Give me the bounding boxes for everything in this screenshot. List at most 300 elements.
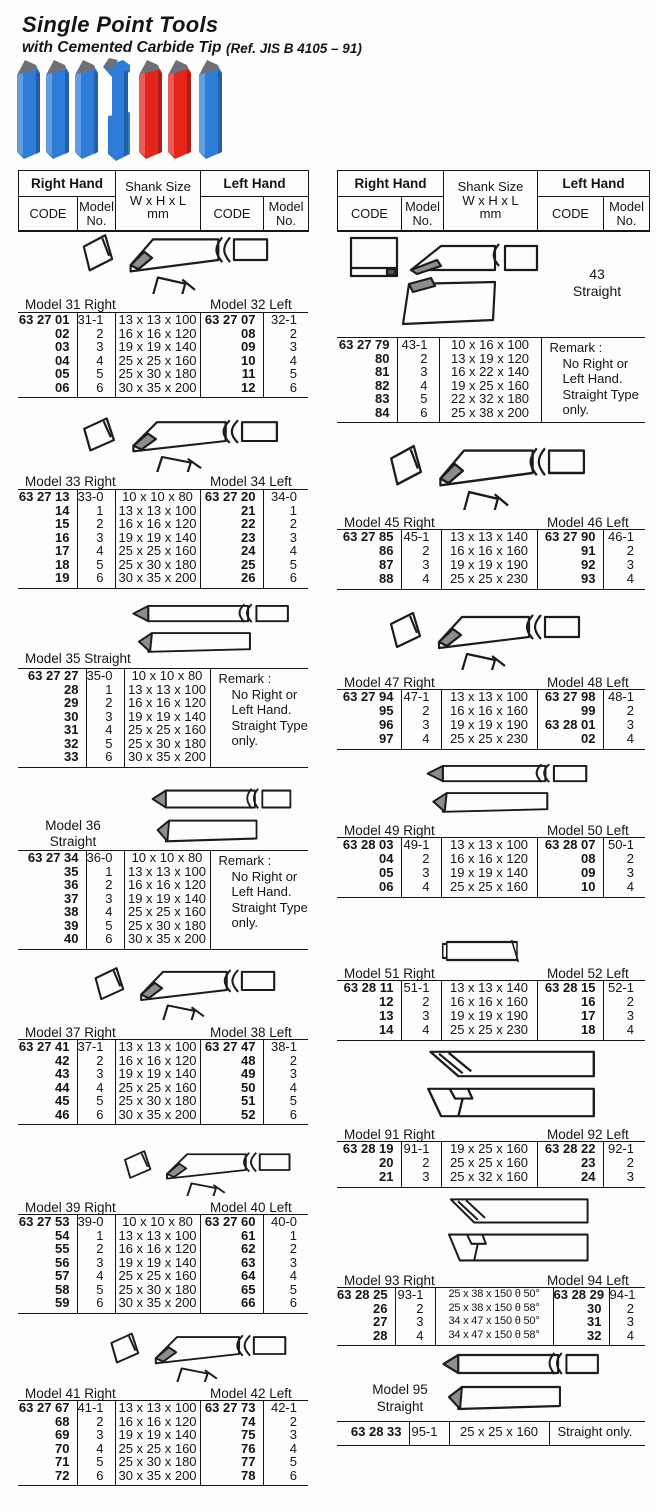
- table-row: [18, 1415, 308, 1429]
- model-cell: 4: [77, 544, 115, 558]
- table-row: [337, 530, 645, 545]
- shank-cell: 19 x 19 x 140: [124, 710, 210, 724]
- model-cell: 5: [77, 1283, 115, 1297]
- shank-cell: 13 x 13 x 140: [441, 530, 537, 545]
- code-cell: 29: [64, 695, 79, 711]
- spec-table-m49: [337, 837, 645, 898]
- model-cell: 2: [603, 1156, 645, 1170]
- model-cell: 3: [603, 1009, 645, 1023]
- table-row: [18, 381, 308, 398]
- model-cell: 3: [401, 866, 441, 880]
- model-cell: 4: [86, 905, 124, 919]
- header-code: CODE: [201, 197, 264, 232]
- header-model-no: Model No.: [604, 197, 650, 232]
- spec-header-left: [18, 170, 309, 232]
- model-cell: 1: [77, 504, 115, 518]
- model-cell: 5: [263, 1455, 308, 1469]
- header-code: CODE: [338, 197, 402, 232]
- code-cell: 13: [379, 1008, 394, 1024]
- table-row: [18, 327, 308, 341]
- table-row: [18, 1242, 308, 1256]
- remark-line: Remark :: [218, 853, 272, 868]
- code-cell: 35: [64, 863, 79, 879]
- spec-table-m33: [18, 489, 308, 589]
- spec-table-m35: [18, 668, 308, 768]
- code-cell: 19: [55, 570, 70, 586]
- table-row: [337, 866, 645, 880]
- model-cell: 5: [86, 737, 124, 751]
- model-cell: 2: [263, 327, 308, 341]
- table-row: [337, 1302, 645, 1316]
- model-cell: 3: [263, 340, 308, 354]
- table-row: [18, 1108, 308, 1125]
- table-row: [18, 1428, 308, 1442]
- shank-cell: 16 x 22 x 140: [439, 365, 541, 379]
- shank-cell: 13 x 19 x 120: [439, 352, 541, 366]
- tool-bit: [46, 60, 69, 159]
- model-cell: 2: [395, 1302, 435, 1316]
- table-row: [18, 544, 308, 558]
- table-row: [18, 571, 308, 588]
- code-cell: 25: [200, 558, 263, 572]
- shank-cell: 25 x 25 x 160: [124, 723, 210, 737]
- header-model-no: Model No.: [402, 197, 444, 232]
- shank-cell: 13 x 13 x 100: [441, 838, 537, 853]
- model-cell: 49-1: [401, 838, 441, 853]
- remark-line: Remark :: [549, 340, 603, 355]
- model-cell: 2: [263, 517, 308, 531]
- model-cell: 4: [77, 1081, 115, 1095]
- table-row: [18, 669, 308, 683]
- model-cell: 3: [77, 1067, 115, 1081]
- spec-table-m93: [337, 1287, 645, 1346]
- shank-cell: 19 x 19 x 190: [441, 1009, 537, 1023]
- model-label-right: Model 51 Right: [344, 966, 435, 981]
- tool-drawing-m43: [345, 226, 545, 330]
- page-subtitle: with Cemented Carbide Tip: [22, 39, 222, 56]
- shank-cell: 25 x 30 x 180: [115, 1455, 200, 1469]
- code-cell: 81: [375, 364, 390, 380]
- shank-cell: 25 x 25 x 230: [441, 1023, 537, 1041]
- model-cell: 6: [77, 1296, 115, 1313]
- model-cell: 51-1: [401, 981, 441, 996]
- model-cell: 6: [263, 1469, 308, 1486]
- table-row: [337, 981, 645, 996]
- model-cell: 42-1: [263, 1401, 308, 1415]
- code-cell: 63 27 41: [18, 1039, 70, 1055]
- remark-line: Left Hand.: [231, 884, 292, 899]
- shank-cell: 25 x 25 x 160: [124, 905, 210, 919]
- table-row: [18, 367, 308, 381]
- shank-cell: 25 x 25 x 230: [441, 572, 537, 590]
- shank-cell: 30 x 35 x 200: [124, 750, 210, 767]
- reference-standard: (Ref. JIS B 4105 – 91): [226, 41, 362, 56]
- tool-drawing-m33: [76, 410, 281, 472]
- table-row: [337, 338, 645, 352]
- model-cell: 3: [77, 340, 115, 354]
- shank-cell: 25 x 25 x 160: [115, 354, 200, 368]
- model-cell: 1: [263, 1229, 308, 1243]
- model-cell: 4: [263, 544, 308, 558]
- model-label-left: Model 50 Left: [547, 823, 629, 838]
- code-cell: 10: [200, 354, 263, 368]
- model-cell: 6: [263, 1296, 308, 1313]
- shank-cell: 19 x 19 x 140: [115, 1067, 200, 1081]
- code-cell: 12: [379, 994, 394, 1010]
- model-cell: 39-0: [77, 1215, 115, 1229]
- table-row: [18, 504, 308, 518]
- code-cell: 63 27 01: [18, 312, 70, 328]
- code-cell: 66: [200, 1296, 263, 1313]
- spec-table-m91: [337, 1141, 645, 1188]
- tool-drawing-m49: [420, 760, 610, 816]
- code-cell: 52: [200, 1108, 263, 1125]
- remark-line: only.: [562, 402, 589, 417]
- table-row: [18, 1469, 308, 1486]
- tool-drawing-m39: [118, 1144, 293, 1196]
- code-cell: 24: [537, 1170, 603, 1188]
- shank-cell: 25 x 30 x 180: [115, 1283, 200, 1297]
- model-cell: 6: [77, 1469, 115, 1486]
- model-label-right: Model 37 Right: [25, 1025, 116, 1040]
- model-cell: 1: [77, 1229, 115, 1243]
- table-row: [18, 1269, 308, 1283]
- model-cell: 2: [401, 1156, 441, 1170]
- model-cell: 2: [603, 544, 645, 558]
- spec-table-m36: [18, 850, 308, 950]
- model-cell: 2: [263, 1415, 308, 1429]
- code-cell: 06: [55, 379, 70, 395]
- table-row: [18, 1040, 308, 1054]
- shank-line1: Shank Size: [457, 179, 524, 195]
- model-cell: 3: [263, 1428, 308, 1442]
- code-cell: 64: [200, 1269, 263, 1283]
- model-cell: 2: [401, 852, 441, 866]
- remark-cell: Straight only.: [549, 1422, 645, 1446]
- code-cell: 30: [64, 708, 79, 724]
- code-cell: 31: [553, 1315, 609, 1329]
- model-cell: 3: [77, 1428, 115, 1442]
- shank-cell: 16 x 16 x 120: [115, 327, 200, 341]
- model-label-left: Model 40 Left: [210, 1200, 292, 1215]
- code-cell: 28: [64, 681, 79, 697]
- table-row: [337, 718, 645, 732]
- code-cell: 84: [375, 404, 390, 420]
- code-cell: 04: [379, 851, 394, 867]
- code-cell: 21: [200, 504, 263, 518]
- model-side-label: [352, 1381, 448, 1415]
- code-cell: 16: [537, 995, 603, 1009]
- model-cell: 46-1: [603, 530, 645, 545]
- model-cell: 3: [77, 531, 115, 545]
- model-cell: 2: [401, 995, 441, 1009]
- shank-cell: 16 x 16 x 120: [124, 878, 210, 892]
- shank-cell: 25 x 25 x 160: [115, 1269, 200, 1283]
- table-row: [337, 880, 645, 898]
- code-cell: 02: [55, 325, 70, 341]
- model-cell: 40-0: [263, 1215, 308, 1229]
- shank-cell: 16 x 16 x 160: [441, 544, 537, 558]
- shank-cell: 25 x 25 x 160: [449, 1422, 549, 1446]
- code-cell: 63 27 98: [537, 690, 603, 705]
- tool-bit: [199, 60, 222, 159]
- model-label-left: Model 42 Left: [210, 1386, 292, 1401]
- code-cell: 15: [55, 516, 70, 532]
- code-cell: 63 28 19: [342, 1141, 394, 1157]
- spec-table-m47: [337, 689, 645, 750]
- remark-cell: [541, 338, 645, 423]
- table-row: [18, 1442, 308, 1456]
- remark-line: No Right or: [231, 686, 298, 702]
- table-row: [337, 838, 645, 853]
- shank-cell: 19 x 19 x 190: [441, 558, 537, 572]
- tool-drawing-m37: [88, 960, 278, 1020]
- header-shank-size: [444, 171, 538, 232]
- shank-cell: 13 x 13 x 100: [115, 313, 200, 327]
- model-cell: 2: [397, 352, 439, 366]
- table-row: [337, 995, 645, 1009]
- model-label-right: Model 47 Right: [344, 675, 435, 690]
- shank-cell: 25 x 30 x 180: [115, 1094, 200, 1108]
- code-cell: 68: [55, 1413, 70, 1429]
- label-line: Straight: [572, 283, 622, 299]
- model-cell: 2: [263, 1242, 308, 1256]
- tool-drawing-m41: [104, 1326, 289, 1382]
- shank-line1: Shank Size: [125, 179, 191, 195]
- table-row: [18, 1455, 308, 1469]
- code-cell: 18: [537, 1023, 603, 1041]
- table-row: [18, 1067, 308, 1081]
- code-cell: 26: [373, 1300, 388, 1316]
- code-cell: 08: [537, 852, 603, 866]
- shank-cell: 25 x 38 x 200: [439, 406, 541, 423]
- model-side-label: [552, 266, 642, 300]
- shank-cell: 16 x 16 x 160: [441, 995, 537, 1009]
- model-cell: 4: [603, 880, 645, 898]
- model-cell: 2: [603, 852, 645, 866]
- code-cell: 63 28 25: [337, 1287, 388, 1303]
- code-cell: 44: [55, 1079, 70, 1095]
- code-cell: 63 27 85: [342, 529, 394, 545]
- model-cell: 3: [397, 365, 439, 379]
- table-row: [337, 1422, 645, 1446]
- model-cell: 94-1: [609, 1288, 645, 1302]
- code-cell: 71: [55, 1454, 70, 1470]
- tool-photo-strip: [14, 54, 236, 168]
- header-model-no: Model No.: [78, 197, 116, 232]
- code-cell: 97: [379, 731, 394, 747]
- shank-cell: 19 x 19 x 140: [441, 866, 537, 880]
- code-cell: 63 28 15: [537, 981, 603, 996]
- shank-cell: 16 x 16 x 120: [124, 696, 210, 710]
- code-cell: 93: [537, 572, 603, 590]
- shank-cell: 30 x 35 x 200: [124, 932, 210, 949]
- shank-line2: W x H x L: [129, 192, 187, 208]
- code-cell: 63 27 13: [18, 489, 70, 505]
- model-label-left: Model 46 Left: [547, 515, 629, 530]
- model-cell: 4: [263, 1081, 308, 1095]
- tool-drawing-m31: [76, 226, 271, 294]
- model-cell: 50-1: [603, 838, 645, 853]
- model-cell: 6: [77, 1108, 115, 1125]
- table-row: [18, 340, 308, 354]
- table-row: [337, 1315, 645, 1329]
- table-row: [18, 1054, 308, 1068]
- code-cell: 63 28 29: [553, 1288, 609, 1302]
- code-cell: 99: [537, 704, 603, 718]
- model-cell: 5: [397, 392, 439, 406]
- model-cell: 48-1: [603, 690, 645, 705]
- model-cell: 2: [86, 696, 124, 710]
- shank-line3: mm: [147, 206, 169, 222]
- table-row: [337, 1288, 645, 1302]
- code-cell: 45: [55, 1093, 70, 1109]
- model-cell: 5: [77, 1094, 115, 1108]
- tool-drawing-m51: [436, 936, 571, 966]
- shank-cell: 16 x 16 x 120: [115, 1054, 200, 1068]
- shank-cell: 13 x 13 x 100: [115, 504, 200, 518]
- tool-drawing-m93: [422, 1192, 602, 1266]
- code-cell: 75: [200, 1428, 263, 1442]
- model-cell: 3: [263, 531, 308, 545]
- code-cell: 69: [55, 1427, 70, 1443]
- code-cell: 70: [55, 1440, 70, 1456]
- model-label-left: Model 92 Left: [547, 1127, 629, 1142]
- header-right-hand: Right Hand: [19, 171, 116, 197]
- model-cell: 4: [603, 732, 645, 750]
- code-cell: 49: [200, 1067, 263, 1081]
- shank-cell: 25 x 25 x 160: [115, 1442, 200, 1456]
- tool-drawing-m91: [396, 1044, 611, 1122]
- model-cell: 2: [603, 704, 645, 718]
- code-cell: 63 27 90: [537, 530, 603, 545]
- remark-line: Left Hand.: [231, 702, 292, 717]
- shank-cell: 16 x 16 x 160: [441, 704, 537, 718]
- table-row: [18, 1401, 308, 1415]
- model-cell: 1: [86, 865, 124, 879]
- tool-bit: [139, 60, 162, 159]
- code-cell: 42: [55, 1052, 70, 1068]
- code-cell: 28: [373, 1327, 388, 1343]
- code-cell: 63 27 34: [27, 850, 79, 866]
- model-label-right: Model 31 Right: [25, 297, 116, 312]
- code-cell: 63 27 73: [200, 1401, 263, 1415]
- model-cell: 4: [77, 354, 115, 368]
- shank-cell: 16 x 16 x 120: [115, 1415, 200, 1429]
- model-label-straight: [27, 818, 119, 849]
- code-cell: 63 27 53: [18, 1214, 70, 1230]
- model-cell: 3: [603, 718, 645, 732]
- model-cell: 5: [77, 558, 115, 572]
- model-cell: 3: [603, 1170, 645, 1188]
- code-cell: 32: [553, 1329, 609, 1346]
- model-cell: 2: [609, 1302, 645, 1316]
- table-row: [18, 354, 308, 368]
- model-label-left: Model 48 Left: [547, 675, 629, 690]
- model-cell: 6: [263, 1108, 308, 1125]
- model-cell: 6: [263, 571, 308, 588]
- code-cell: 63 28 01: [537, 718, 603, 732]
- remark-line: Straight Type: [231, 899, 308, 915]
- remark-line: only.: [231, 733, 258, 748]
- model-cell: 3: [86, 892, 124, 906]
- model-cell: 36-0: [86, 851, 124, 865]
- code-cell: 61: [200, 1229, 263, 1243]
- model-label-left: Model 94 Left: [547, 1273, 629, 1288]
- code-cell: 36: [64, 877, 79, 893]
- code-cell: 63 28 22: [537, 1142, 603, 1157]
- label-line: Model 95: [372, 1382, 428, 1397]
- table-row: [337, 1142, 645, 1157]
- model-cell: 4: [397, 379, 439, 393]
- shank-cell: 16 x 16 x 120: [441, 852, 537, 866]
- model-cell: 5: [263, 367, 308, 381]
- code-cell: 65: [200, 1283, 263, 1297]
- code-cell: 08: [200, 327, 263, 341]
- code-cell: 11: [200, 367, 263, 381]
- model-cell: 2: [77, 1242, 115, 1256]
- table-row: [18, 1215, 308, 1229]
- model-cell: 6: [397, 406, 439, 423]
- code-cell: 63 27 47: [200, 1040, 263, 1054]
- shank-cell: 10 x 10 x 80: [124, 669, 210, 683]
- shank-cell: 25 x 38 x 150 θ 58°: [435, 1302, 553, 1316]
- model-cell: 3: [401, 1170, 441, 1188]
- spec-table-m43: [337, 337, 645, 423]
- model-cell: 2: [77, 517, 115, 531]
- shank-cell: 10 x 16 x 100: [439, 338, 541, 352]
- table-row: [337, 1329, 645, 1346]
- table-row: [18, 1229, 308, 1243]
- code-cell: 17: [55, 543, 70, 559]
- code-cell: 21: [379, 1169, 394, 1185]
- code-cell: 72: [55, 1467, 70, 1483]
- shank-cell: 30 x 35 x 200: [115, 1296, 200, 1313]
- model-cell: 43-1: [397, 338, 439, 352]
- model-cell: 32-1: [263, 313, 308, 327]
- shank-cell: 25 x 30 x 180: [115, 558, 200, 572]
- model-cell: 1: [263, 504, 308, 518]
- shank-cell: 19 x 19 x 140: [115, 1256, 200, 1270]
- code-cell: 20: [379, 1155, 394, 1171]
- code-cell: 59: [55, 1295, 70, 1311]
- code-cell: 76: [200, 1442, 263, 1456]
- spec-table-m95: [337, 1421, 645, 1446]
- model-cell: 2: [401, 544, 441, 558]
- remark-cell: [210, 851, 308, 950]
- table-row: [337, 852, 645, 866]
- table-row: [337, 1156, 645, 1170]
- model-cell: 6: [86, 750, 124, 767]
- code-cell: 27: [373, 1314, 388, 1330]
- code-cell: 57: [55, 1268, 70, 1284]
- code-cell: 62: [200, 1242, 263, 1256]
- model-cell: 2: [603, 995, 645, 1009]
- code-cell: 32: [64, 735, 79, 751]
- model-cell: 3: [401, 558, 441, 572]
- remark-line: Remark :: [218, 671, 272, 686]
- code-cell: 26: [200, 571, 263, 588]
- tool-bit-bent: [103, 58, 130, 161]
- model-cell: 3: [86, 710, 124, 724]
- model-cell: 3: [609, 1315, 645, 1329]
- code-cell: 33: [64, 749, 79, 765]
- table-row: [18, 313, 308, 327]
- code-cell: 04: [55, 352, 70, 368]
- model-label-right: Model 39 Right: [25, 1200, 116, 1215]
- tool-drawing-m45: [383, 436, 588, 510]
- code-cell: 02: [537, 732, 603, 750]
